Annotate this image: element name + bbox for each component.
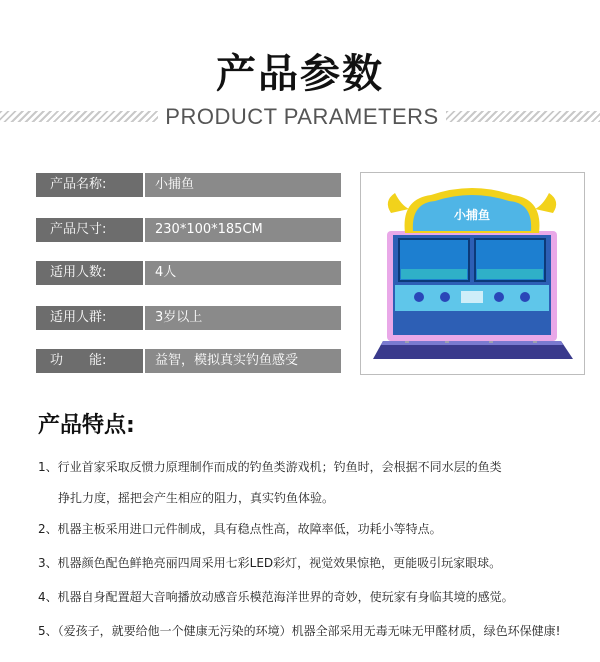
arcade-machine-illustration [361, 173, 584, 374]
subtitle-row [0, 104, 600, 130]
feature-item-1-cont: 挣扎力度，摇把会产生相应的阻力，真实钓鱼体验。 [58, 491, 335, 505]
param-row-players [36, 261, 341, 285]
param-value: 小捕鱼 [145, 173, 341, 197]
features-title: 产品特点: [38, 413, 135, 438]
marquee-text: 小捕鱼 [453, 208, 491, 222]
page-subtitle: PRODUCT PARAMETERS [165, 104, 439, 129]
param-row-size [36, 218, 341, 242]
param-value: 3岁以上 [145, 306, 341, 330]
param-label: 功 能: [36, 349, 143, 373]
param-label: 产品尺寸: [36, 218, 143, 242]
joystick-icon [414, 292, 424, 302]
stripe-decoration-left [0, 111, 158, 122]
param-row-function [36, 349, 341, 373]
param-label: 产品名称: [36, 173, 143, 197]
page-title: 产品参数 [216, 51, 384, 97]
joystick-icon [494, 292, 504, 302]
feature-item-4: 4、机器自身配置超大音响播放动感音乐模范海洋世界的奇妙，使玩家有身临其境的感觉。 [38, 590, 514, 604]
param-value: 4人 [145, 261, 341, 285]
product-image-frame [360, 172, 585, 375]
param-value: 230*100*185CM [145, 218, 341, 242]
feature-item-2: 2、机器主板采用进口元件制成，具有稳点性高，故障率低，功耗小等特点。 [38, 522, 442, 536]
feature-item-5: 5、（爱孩子，就要给他一个健康无污染的环境）机器全部采用无毒无味无甲醛材质，绿色环保健康! [38, 624, 561, 638]
stripe-decoration-right [446, 111, 600, 122]
feature-item-3: 3、机器颜色配色鲜艳亮丽四周采用七彩LED彩灯，视觉效果惊艳，更能吸引玩家眼球。 [38, 556, 502, 570]
param-label: 适用人数: [36, 261, 143, 285]
param-value: 益智，模拟真实钓鱼感受 [145, 349, 341, 373]
param-label: 适用人群: [36, 306, 143, 330]
param-row-age [36, 306, 341, 330]
feature-item-1: 1、行业首家采取反惯力原理制作而成的钓鱼类游戏机；钓鱼时，会根据不同水层的鱼类 [38, 460, 502, 474]
joystick-icon [520, 292, 530, 302]
joystick-icon [440, 292, 450, 302]
param-row-name [36, 173, 341, 197]
